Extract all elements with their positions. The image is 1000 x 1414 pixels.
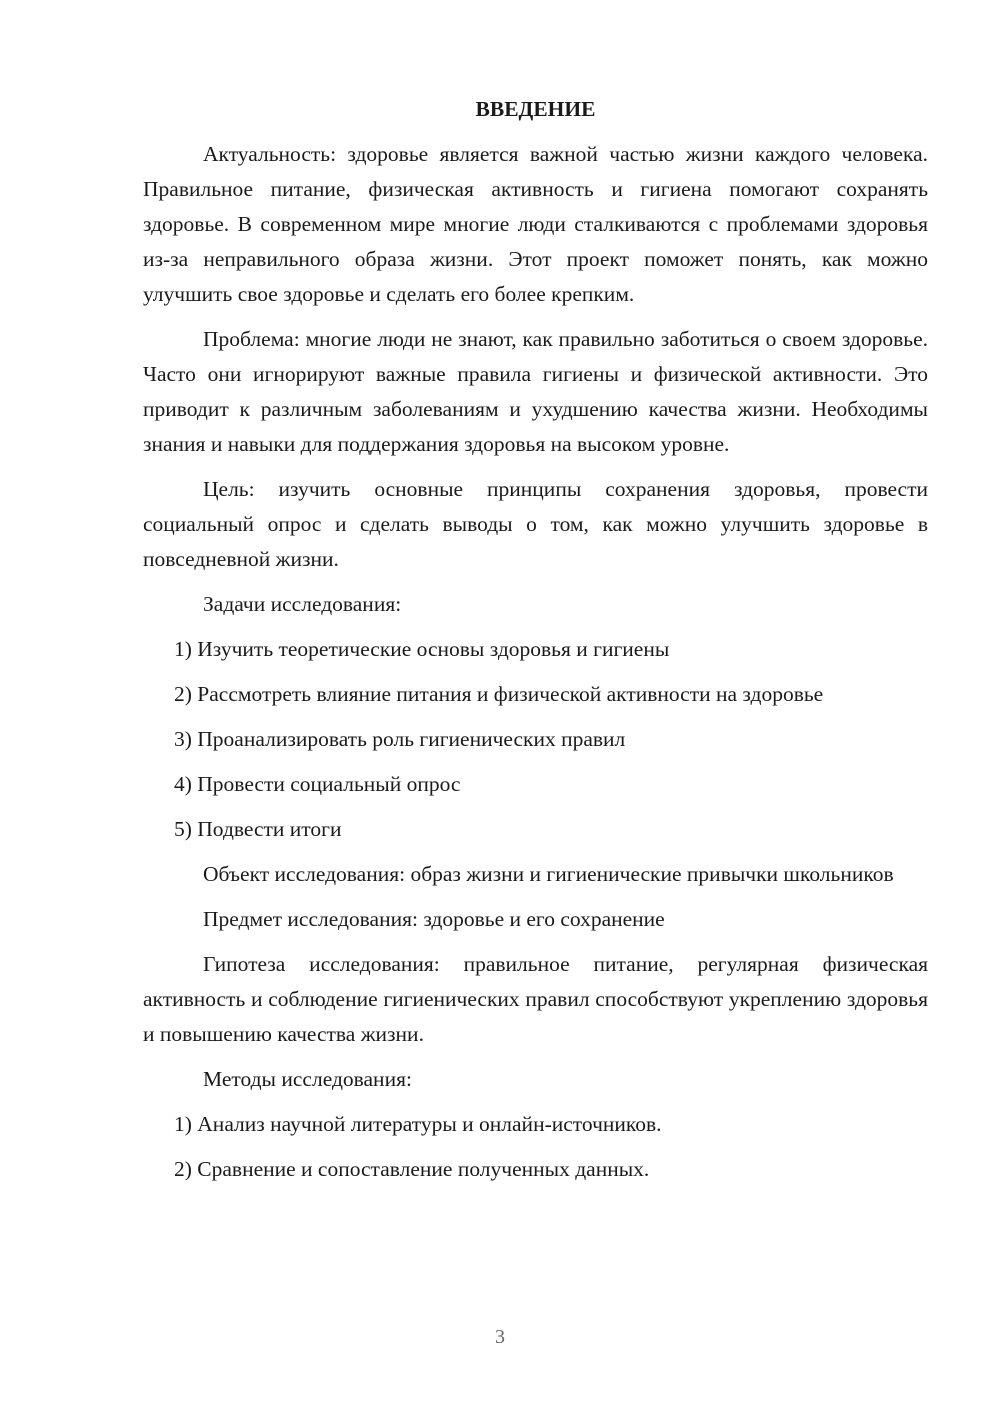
tasks-title: Задачи исследования: — [203, 592, 402, 616]
methods-list — [143, 1107, 928, 1187]
tasks-list — [143, 632, 928, 847]
problem-paragraph: Проблема: многие люди не знают, как правильно заботиться о своем здоровье. Часто они игнорируют важные правила гигиены и физической активности. Это приводит к различным заболеваниям и ухудшению качества жизни. Необходимы знания и навыки для поддержания здоровья на высоком уровне. — [143, 327, 928, 456]
list-item: 2) Рассмотреть влияние питания и физической активности на здоровье — [174, 682, 824, 706]
list-item: 2) Сравнение и сопоставление полученных данных. — [174, 1157, 650, 1181]
list-item: 1) Анализ научной литературы и онлайн-источников. — [174, 1112, 662, 1136]
list-item: 1) Изучить теоретические основы здоровья и гигиены — [174, 637, 670, 661]
list-item: 5) Подвести итоги — [174, 817, 342, 841]
page-number: 3 — [495, 1326, 505, 1348]
page-content — [143, 92, 928, 1197]
subject-paragraph: Предмет исследования: здоровье и его сохранение — [203, 907, 665, 931]
methods-title: Методы исследования: — [203, 1067, 412, 1091]
hypothesis-paragraph: Гипотеза исследования: правильное питание, регулярная физическая активность и соблюдение гигиенических правил способствуют укреплению здоровья и повышению качества жизни. — [143, 952, 928, 1046]
page-heading: ВВЕДЕНИЕ — [475, 97, 596, 121]
list-item: 3) Проанализировать роль гигиенических правил — [174, 727, 626, 751]
list-item: 4) Провести социальный опрос — [174, 772, 461, 796]
relevance-paragraph: Актуальность: здоровье является важной частью жизни каждого человека. Правильное питание, физическая активность и гигиена помогают сохранять здоровье. В современном мире многие люди сталкиваются с проблемами здоровья из-за неправильного образа жизни. Этот проект поможет понять, как можно улучшить свое здоровье и сделать его более крепким. — [143, 142, 928, 306]
goal-paragraph: Цель: изучить основные принципы сохранения здоровья, провести социальный опрос и сделать выводы о том, как можно улучшить здоровье в повседневной жизни. — [143, 477, 928, 571]
object-paragraph: Объект исследования: образ жизни и гигиенические привычки школьников — [203, 862, 894, 886]
